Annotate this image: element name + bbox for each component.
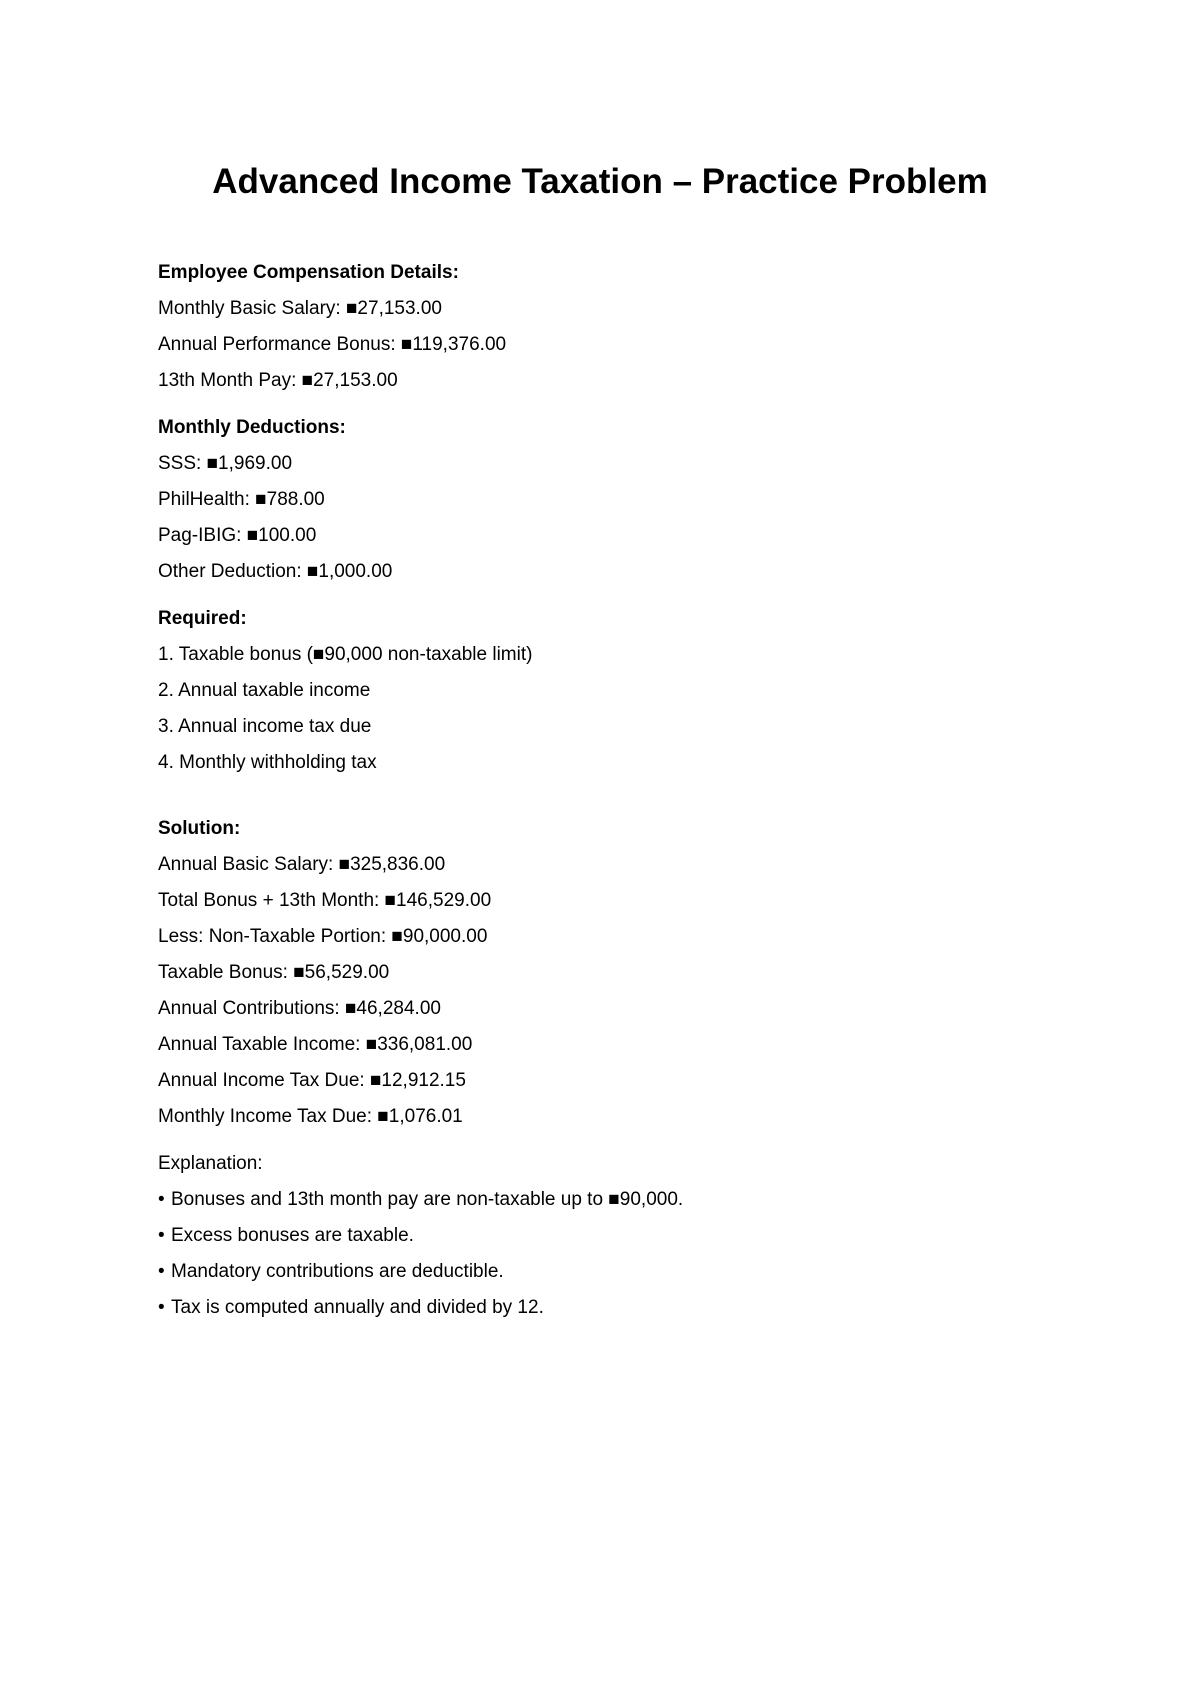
explanation-text: Mandatory contributions are deductible. (171, 1261, 504, 1282)
explanation-heading: Explanation: (158, 1153, 263, 1174)
annual-performance-bonus: Annual Performance Bonus: ■119,376.00 (158, 334, 507, 355)
bullet-icon: • (158, 1297, 165, 1318)
explanation-item (158, 1218, 1058, 1254)
compensation-section (158, 255, 1058, 399)
solution-monthly-income-tax: Monthly Income Tax Due: ■1,076.01 (158, 1106, 463, 1127)
required-item: 2. Annual taxable income (158, 680, 371, 701)
required-item: 4. Monthly withholding tax (158, 752, 377, 773)
required-item: 3. Annual income tax due (158, 716, 372, 737)
required-item: 1. Taxable bonus (■90,000 non-taxable limit) (158, 644, 533, 665)
solution-annual-basic-salary: Annual Basic Salary: ■325,836.00 (158, 854, 446, 875)
deductions-heading: Monthly Deductions: (158, 417, 346, 438)
compensation-heading: Employee Compensation Details: (158, 262, 459, 283)
other-deduction: Other Deduction: ■1,000.00 (158, 561, 393, 582)
deductions-section (158, 410, 1058, 590)
bullet-icon: • (158, 1189, 165, 1210)
required-heading: Required: (158, 608, 247, 629)
solution-annual-contributions: Annual Contributions: ■46,284.00 (158, 998, 441, 1019)
pagibig-deduction: Pag-IBIG: ■100.00 (158, 525, 317, 546)
philhealth-deduction: PhilHealth: ■788.00 (158, 489, 325, 510)
bullet-icon: • (158, 1225, 165, 1246)
thirteenth-month-pay: 13th Month Pay: ■27,153.00 (158, 370, 398, 391)
explanation-item (158, 1290, 1058, 1326)
required-section (158, 601, 1058, 781)
explanation-item (158, 1254, 1058, 1290)
document-body (158, 255, 1058, 1326)
solution-total-bonus: Total Bonus + 13th Month: ■146,529.00 (158, 890, 492, 911)
explanation-section (158, 1146, 1058, 1326)
solution-heading: Solution: (158, 818, 241, 839)
solution-annual-taxable-income: Annual Taxable Income: ■336,081.00 (158, 1034, 473, 1055)
solution-non-taxable-portion: Less: Non-Taxable Portion: ■90,000.00 (158, 926, 488, 947)
explanation-text: Tax is computed annually and divided by 12. (171, 1297, 544, 1318)
solution-section (158, 811, 1058, 1135)
explanation-text: Bonuses and 13th month pay are non-taxable up to ■90,000. (171, 1189, 684, 1210)
explanation-text: Excess bonuses are taxable. (171, 1225, 414, 1246)
explanation-item (158, 1182, 1058, 1218)
solution-annual-income-tax: Annual Income Tax Due: ■12,912.15 (158, 1070, 466, 1091)
sss-deduction: SSS: ■1,969.00 (158, 453, 293, 474)
solution-taxable-bonus: Taxable Bonus: ■56,529.00 (158, 962, 390, 983)
page-title: Advanced Income Taxation – Practice Problem (212, 162, 988, 201)
bullet-icon: • (158, 1261, 165, 1282)
monthly-basic-salary: Monthly Basic Salary: ■27,153.00 (158, 298, 442, 319)
